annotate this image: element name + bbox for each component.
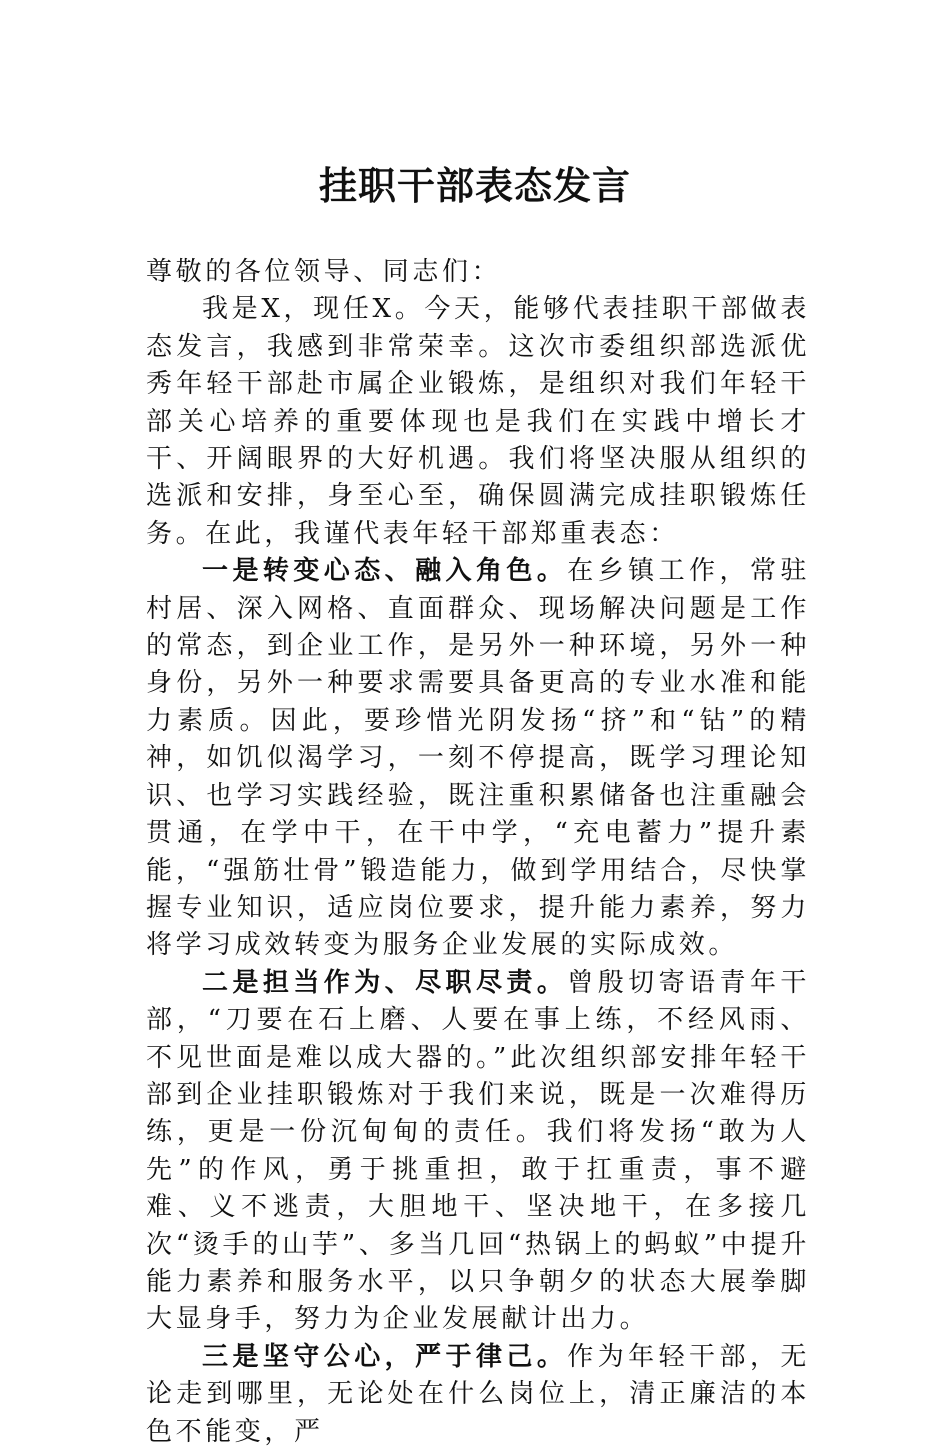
salutation: 尊敬的各位领导、同志们： bbox=[146, 257, 502, 287]
point-text-2: 曾殷切寄语青年干部，“刀要在石上磨、人要在事上练，不经风雨、不见世面是难以成大器的。”此次组织部安排年轻干部到企业挂职锻炼对于我们来说，既是一次难得历练，更是一份沉甸甸的责任。我们将发扬“敢为人先”的作风，勇于挑重担，敢于扛重责，事不避难、义不逃责，大胆地干、坚决地干，在多接几次“烫手的山芋”、多当几回“热锅上的蚂蚁”中提升能力素养和服务水平，以只争朝夕的状态大展拳脚大显身手，努力为企业发展献计出力。 bbox=[146, 967, 810, 1335]
point-lead-3: 三是坚守公心，严于律己。 bbox=[202, 1341, 568, 1372]
point-paragraph-2 bbox=[146, 965, 810, 1339]
point-text-1: 在乡镇工作，常驻村居、深入网格、直面群众、现场解决问题是工作的常态，到企业工作，是另外一种环境，另外一种身份，另外一种要求需要具备更高的专业水准和能力素质。因此，要珍惜光阴发扬“挤”和“钻”的精神，如饥似渴学习，一刻不停提高，既学习理论知识、也学习实践经验，既注重积累储备也注重融会贯通，在学中干，在干中学，“充电蓄力”提升素能，“强筋壮骨”锻造能力，做到学用结合，尽快掌握专业知识，适应岗位要求，提升能力素养，努力将学习成效转变为服务企业发展的实际成效。 bbox=[146, 556, 810, 961]
point-paragraph-1 bbox=[146, 553, 810, 964]
point-paragraph-3 bbox=[146, 1339, 810, 1451]
intro-paragraph: 我是X，现任X。今天，能够代表挂职干部做表态发言，我感到非常荣幸。这次市委组织部选派优秀年轻干部赴市属企业锻炼，是组织对我们年轻干部关心培养的重要体现也是我们在实践中增长才干、开阔眼界的大好机遇。我们将坚决服从组织的选派和安排，身至心至，确保圆满完成挂职锻炼任务。在此，我谨代表年轻干部郑重表态： bbox=[146, 294, 810, 549]
point-text-3: 作为年轻干部，无论走到哪里，无论处在什么岗位上，清正廉洁的本色不能变，严 bbox=[146, 1341, 810, 1447]
point-lead-1: 一是转变心态、融入角色。 bbox=[202, 556, 568, 587]
document-body bbox=[146, 254, 810, 1451]
point-lead-2: 二是担当作为、尽职尽责。 bbox=[202, 967, 568, 998]
document-title: 挂职干部表态发言 bbox=[318, 163, 631, 208]
